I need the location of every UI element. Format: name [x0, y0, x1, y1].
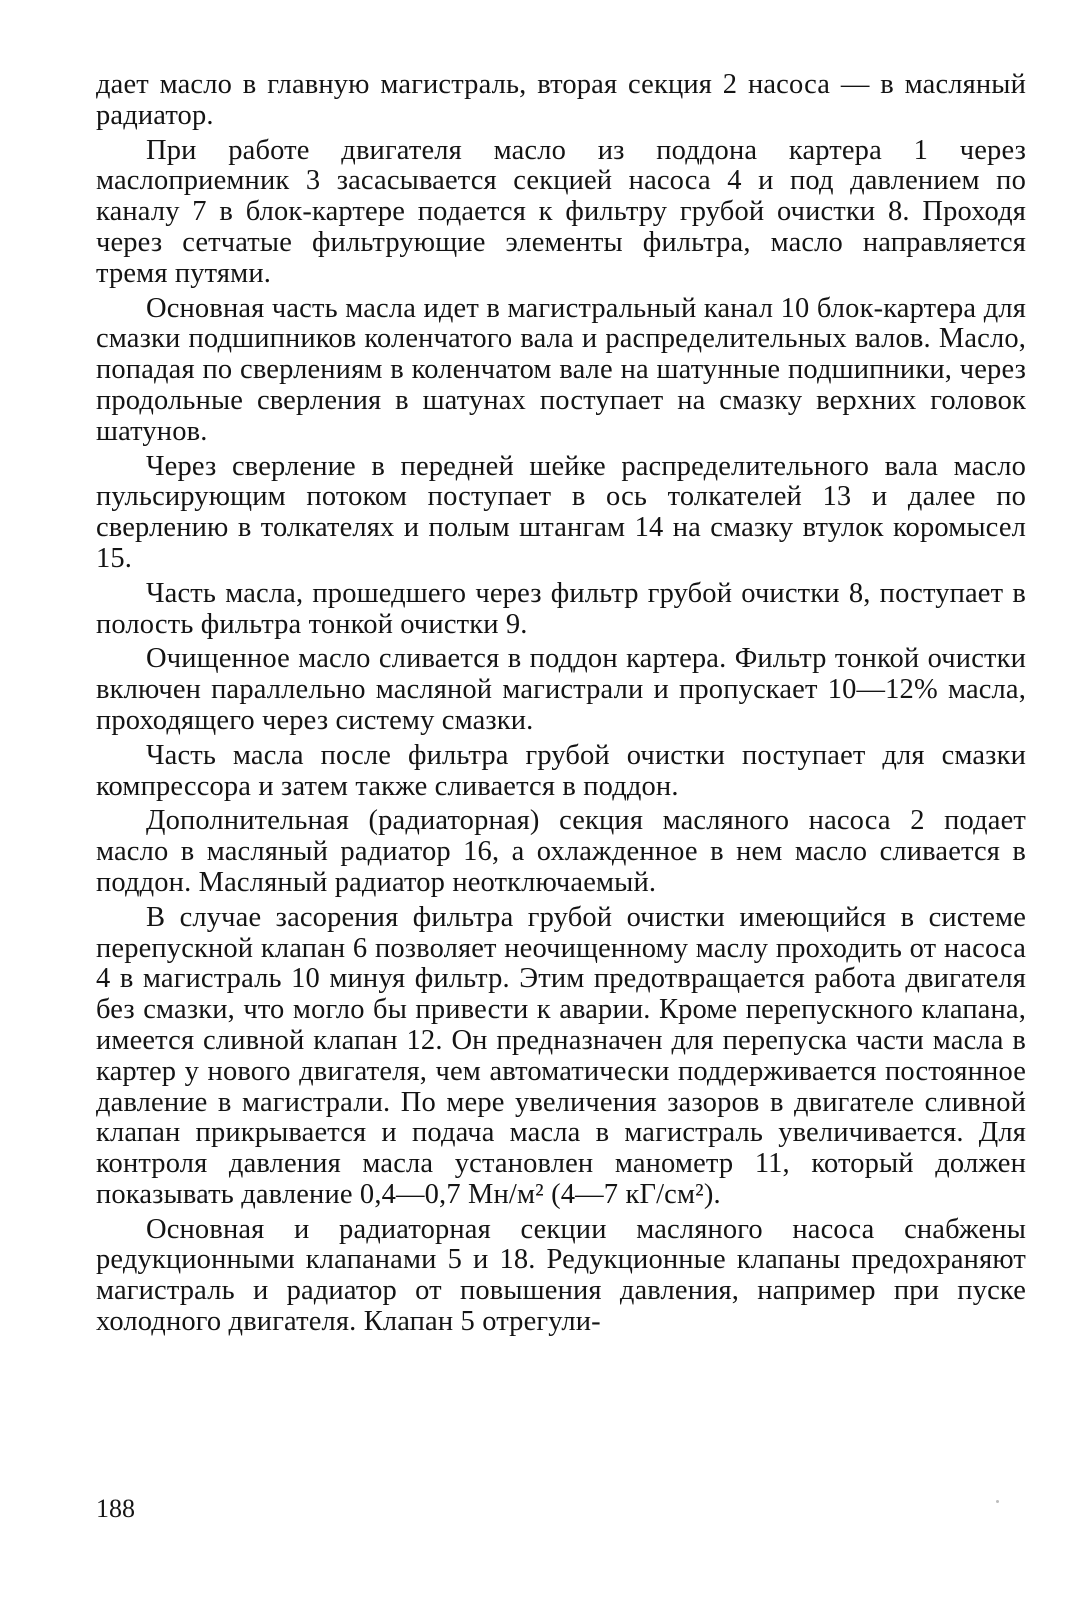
- paragraph: Часть масла, прошедшего через фильтр грубой очистки 8, поступает в полость фильтра тонкой очистки 9.: [96, 577, 1026, 640]
- paragraph: При работе двигателя масло из поддона картера 1 через маслоприемник 3 засасывается секцией насоса 4 и под давлением по каналу 7 в блок-картере подается к фильтру грубой очистки 8. Проходя через сетчатые фильтрующие элементы фильтра, масло направляется тремя путями.: [96, 134, 1026, 289]
- paragraph: Через сверление в передней шейке распределительного вала масло пульсирующим потоком поступает в ось толкателей 13 и далее по сверлению в толкателях и полым штангам 14 на смазку втулок коромысел 15.: [96, 450, 1026, 574]
- scan-speck: [996, 1500, 999, 1503]
- paragraph: Очищенное масло сливается в поддон картера. Фильтр тонкой очистки включен параллельно масляной магистрали и пропускает 10—12% масла, проходящего через систему смазки.: [96, 643, 1026, 736]
- paragraph: В случае засорения фильтра грубой очистки имеющийся в системе перепускной клапан 6 позволяет неочищенному маслу проходить от насоса 4 в магистраль 10 минуя фильтр. Этим предотвращается работа двигателя без смазки, что могло бы привести к аварии. Кроме перепускного клапана, имеется сливной клапан 12. Он предназначен для перепуска части масла в картер у нового двигателя, чем автоматически поддерживается постоянное давление в магистрали. По мере увеличения зазоров в двигателе сливной клапан прикрывается и подача масла в магистраль увеличивается. Для контроля давления масла установлен манометр 11, который должен показывать давление 0,4—0,7 Мн/м² (4—7 кГ/см²).: [96, 901, 1026, 1210]
- paragraph: Основная часть масла идет в магистральный канал 10 блок-картера для смазки подшипников коленчатого вала и распределительных валов. Масло, попадая по сверлениям в коленчатом вале на шатунные подшипники, через продольные сверления в шатунах поступает на смазку верхних головок шатунов.: [96, 292, 1026, 447]
- paragraph: Часть масла после фильтра грубой очистки поступает для смазки компрессора и затем также сливается в поддон.: [96, 739, 1026, 802]
- paragraph: дает масло в главную магистраль, вторая секция 2 насоса — в масляный радиатор.: [96, 69, 1026, 131]
- paragraph: Дополнительная (радиаторная) секция масляного насоса 2 подает масло в масляный радиатор 16, а охлажденное в нем масло сливается в поддон. Масляный радиатор неотключаемый.: [96, 805, 1026, 898]
- page-body: [96, 70, 1026, 1342]
- paragraph: Основная и радиаторная секции масляного насоса снабжены редукционными клапанами 5 и 18. Редукционные клапаны предохраняют магистраль и радиатор от повышения давления, например при пуске холодного двигателя. Клапан 5 отрегули-: [96, 1213, 1026, 1338]
- page-number: 188: [96, 1494, 135, 1523]
